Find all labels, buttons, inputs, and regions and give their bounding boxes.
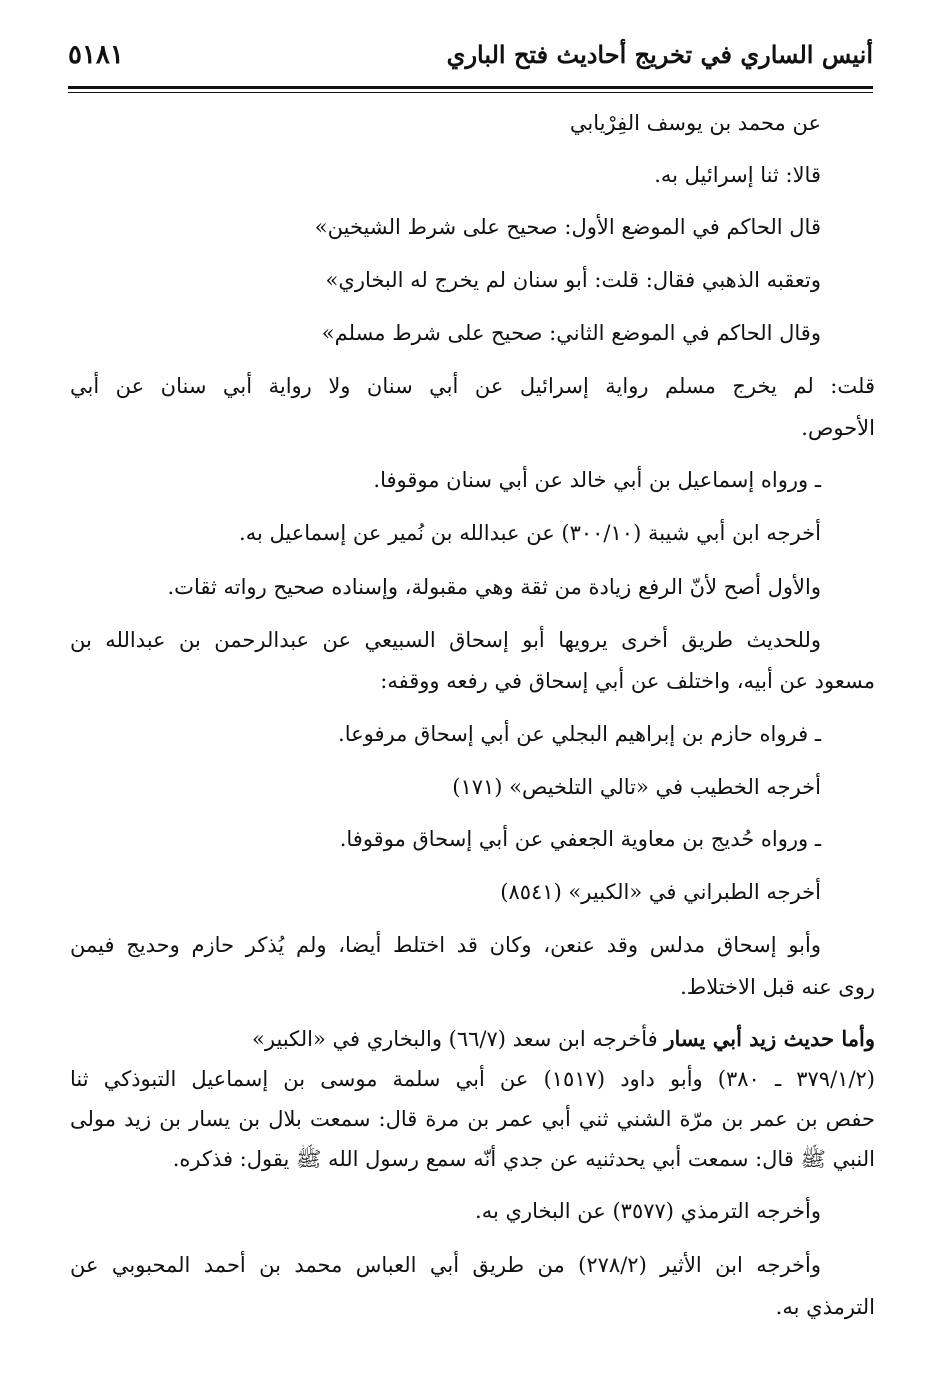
text-line: ـ ورواه حُديج بن معاوية الجعفي عن أبي إسحاق موقوفا. xyxy=(339,827,821,851)
header-rule-thin xyxy=(68,92,873,93)
text-line: مسعود عن أبيه، واختلف عن أبي إسحاق في رفعه ووقفه: xyxy=(380,669,875,693)
text-line: أخرجه ابن أبي شيبة (٣٠٠/١٠) عن عبدالله بن نُمير عن إسماعيل به. xyxy=(239,521,821,545)
text-line-bold-lead xyxy=(70,1024,875,1054)
section-lead: وأما حديث زيد أبي يسار xyxy=(664,1026,875,1051)
text-line: الأحوص. xyxy=(801,416,875,440)
text-line: ـ فرواه حازم بن إبراهيم البجلي عن أبي إسحاق مرفوعا. xyxy=(338,722,821,746)
text-line: الترمذي به. xyxy=(775,1295,875,1319)
section-lead-continuation: فأخرجه ابن سعد (٦٦/٧) والبخاري في «الكبير» xyxy=(252,1027,658,1051)
text-line: حفص بن عمر بن مرّة الشني ثني أبي عمر بن مرة قال: سمعت بلال بن يسار بن زيد مولى xyxy=(70,1107,875,1131)
text-line: ـ ورواه إسماعيل بن أبي خالد عن أبي سنان موقوفا. xyxy=(373,468,821,492)
text-line: وأبو إسحاق مدلس وقد عنعن، وكان قد اختلط أيضا، ولم يُذكر حازم وحديج فيمن xyxy=(70,933,821,957)
text-line: قلت: لم يخرج مسلم رواية إسرائيل عن أبي سنان ولا رواية أبي سنان عن أبي xyxy=(70,374,875,398)
text-line: النبي ﷺ قال: سمعت أبي يحدثنيه عن جدي أنّه سمع رسول الله ﷺ يقول: فذكره. xyxy=(172,1147,875,1171)
text-line: روى عنه قبل الاختلاط. xyxy=(680,975,875,999)
text-line: قال الحاكم في الموضع الأول: صحيح على شرط الشيخين» xyxy=(314,215,821,239)
running-title: أنيس الساري في تخريج أحاديث فتح الباري xyxy=(446,40,873,69)
text-line: والأول أصح لأنّ الرفع زيادة من ثقة وهي مقبولة، وإسناده صحيح رواته ثقات. xyxy=(167,575,821,599)
text-line: وأخرجه ابن الأثير (٢٧٨/٢) من طريق أبي العباس محمد بن أحمد المحبوبي عن xyxy=(70,1253,822,1277)
text-line: وللحديث طريق أخرى يرويها أبو إسحاق السبيعي عن عبدالرحمن بن عبدالله بن xyxy=(70,628,821,652)
text-line: وقال الحاكم في الموضع الثاني: صحيح على شرط مسلم» xyxy=(321,321,821,345)
page-number: ٥١٨١ xyxy=(68,40,124,70)
running-header xyxy=(68,36,873,82)
text-line: قالا: ثنا إسرائيل به. xyxy=(654,163,821,187)
text-line: أخرجه الخطيب في «تالي التلخيص» (١٧١) xyxy=(452,775,821,799)
text-line: وتعقبه الذهبي فقال: قلت: أبو سنان لم يخرج له البخاري» xyxy=(325,268,821,292)
text-line: عن محمد بن يوسف الفِرْيابي xyxy=(569,111,821,135)
text-line: وأخرجه الترمذي (٣٥٧٧) عن البخاري به. xyxy=(475,1199,821,1223)
text-line: أخرجه الطبراني في «الكبير» (٨٥٤١) xyxy=(500,880,821,904)
text-line: (٣٧٩/١/٢ ـ ٣٨٠) وأبو داود (١٥١٧) عن أبي سلمة موسى بن إسماعيل التبوذكي ثنا xyxy=(70,1067,875,1091)
header-rule xyxy=(68,86,873,89)
